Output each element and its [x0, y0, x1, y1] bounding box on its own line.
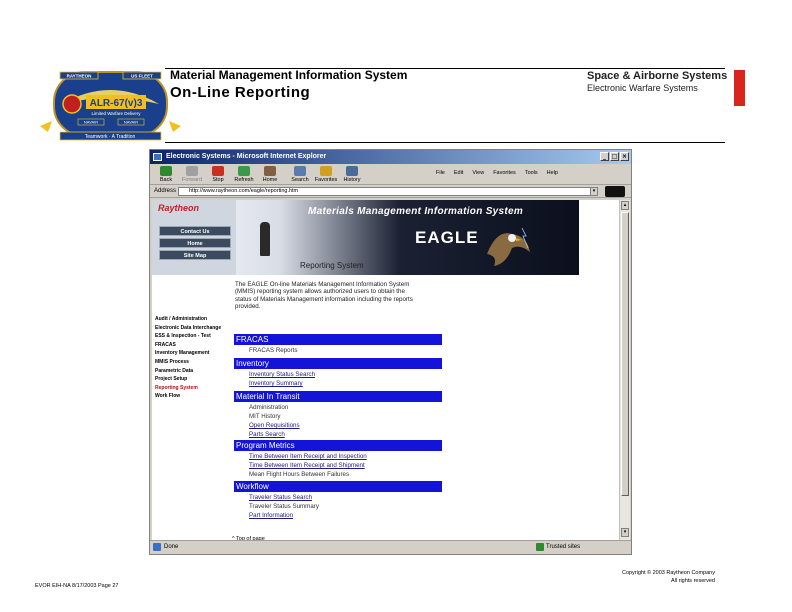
section-program-metrics: Program Metrics [234, 440, 442, 451]
nav-contact-us[interactable]: Contact Us [159, 226, 231, 236]
side-link-inventory[interactable]: Inventory Management [155, 350, 210, 357]
side-link-parametric[interactable]: Parametric Data [155, 367, 194, 374]
link-mean-flight-hours[interactable]: Mean Flight Hours Between Failures [249, 471, 350, 478]
section-material-in-transit: Material In Transit [234, 391, 442, 402]
slide-title: Material Management Information System [170, 68, 408, 82]
status-bar [150, 540, 631, 553]
menu-bar [436, 170, 558, 176]
close-button[interactable]: × [621, 153, 628, 160]
link-inventory-summary[interactable]: Inventory Summary [249, 380, 303, 387]
link-fracas-reports[interactable]: FRACAS Reports [249, 347, 298, 354]
eagle-wordmark: EAGLE [415, 228, 479, 247]
back-arrow-icon [160, 166, 172, 176]
link-traveler-status-search[interactable]: Traveler Status Search [249, 494, 313, 501]
link-mit-history[interactable]: MIT History [249, 413, 281, 420]
footer-rights: All rights reserved [670, 578, 715, 584]
address-input[interactable]: http://www.raytheon.com/eagle/reporting.htm [178, 187, 598, 196]
link-mit-administration[interactable]: Administration [249, 404, 289, 411]
side-link-reporting-system[interactable]: Reporting System [155, 384, 198, 391]
logo-center-text: ALR-67(v)3 [89, 98, 143, 109]
menu-edit[interactable]: Edit [453, 170, 464, 176]
brand-line-1: Space & Airborne Systems [587, 70, 728, 82]
side-link-edi[interactable]: Electronic Data Interchange [155, 324, 222, 331]
search-icon [294, 166, 306, 176]
maximize-button[interactable]: □ [611, 153, 618, 160]
home-button[interactable]: Home [258, 166, 282, 183]
slide-subtitle: On-Line Reporting [170, 84, 311, 101]
link-receipt-shipment[interactable]: Time Between Item Receipt and Shipment [249, 462, 365, 469]
logo-top-right: US FLEET [131, 73, 153, 79]
logo-banner: Teamwork · A Tradition [84, 134, 136, 140]
side-link-mmis-process[interactable]: MMIS Process [155, 358, 189, 365]
history-icon [346, 166, 358, 176]
intro-text: The EAGLE On-line Materials Management Information System (MMIS) reporting system allows authorized users to obtain the status of Materials Management information including the reports provided. [235, 281, 413, 311]
refresh-button[interactable]: Refresh [232, 166, 256, 183]
home-icon [264, 166, 276, 176]
scroll-up-button[interactable]: ▴ [621, 201, 629, 210]
side-link-work-flow[interactable]: Work Flow [155, 393, 181, 400]
stop-icon [212, 166, 224, 176]
menu-tools[interactable]: Tools [524, 170, 538, 176]
side-link-ess[interactable]: ESS & Inspection - Test [155, 333, 211, 340]
logo-bottom-right: NAVAIR [123, 119, 139, 125]
menu-view[interactable]: View [472, 170, 485, 176]
trusted-sites-icon [536, 543, 544, 551]
section-workflow: Workflow [234, 481, 442, 492]
footer-copyright: Copyright © 2003 Raytheon Company [621, 570, 715, 576]
link-inventory-status-search[interactable]: Inventory Status Search [249, 371, 316, 378]
logo-bottom-left: NAVAIR [83, 119, 99, 125]
menu-file[interactable]: File [436, 170, 445, 176]
ie-icon [153, 153, 162, 161]
windows-logo-icon [605, 186, 625, 197]
window-title: Electronic Systems - Microsoft Internet Explorer [166, 153, 327, 160]
favorites-icon [320, 166, 332, 176]
vertical-scrollbar[interactable] [619, 200, 630, 540]
browser-window [149, 149, 632, 555]
footer-page-info: EVOR EIH-NA 8/17/2003 Page 27 [35, 583, 119, 589]
status-zone: Trusted sites [546, 544, 581, 550]
browser-toolbar [150, 164, 631, 185]
link-open-requisitions[interactable]: Open Requisitions [249, 422, 300, 429]
history-button[interactable]: History [340, 166, 364, 183]
section-inventory: Inventory [234, 358, 442, 369]
logo-center-sub: Limited Warfare Delivery [91, 111, 141, 116]
nav-site-map[interactable]: Site Map [159, 250, 231, 260]
side-link-fracas[interactable]: FRACAS [155, 341, 176, 348]
scroll-down-button[interactable]: ▾ [621, 528, 629, 537]
link-part-information[interactable]: Part Information [249, 512, 294, 519]
stop-button[interactable]: Stop [206, 166, 230, 183]
address-dropdown-button[interactable]: ▾ [590, 187, 598, 196]
link-traveler-status-summary[interactable]: Traveler Status Summary [249, 503, 319, 510]
address-bar [150, 185, 631, 198]
minimize-button[interactable]: _ [600, 152, 609, 161]
banner-nav-panel [152, 200, 236, 275]
favorites-button[interactable]: Favorites [314, 166, 338, 183]
banner-title: Materials Management Information System [308, 206, 524, 217]
status-text: Done [164, 544, 179, 550]
brand-red-bar [734, 70, 745, 106]
alr-67-logo [38, 66, 183, 144]
reporting-system-heading: Reporting System [300, 261, 364, 270]
side-link-audit[interactable]: Audit / Administration [155, 316, 208, 322]
menu-help[interactable]: Help [546, 170, 558, 176]
side-link-project-setup[interactable]: Project Setup [155, 376, 188, 383]
person-figure-image [260, 222, 270, 256]
site-banner [152, 200, 579, 275]
back-button[interactable]: Back [154, 166, 178, 183]
brand-line-2: Electronic Warfare Systems [587, 83, 698, 93]
scroll-thumb[interactable] [621, 212, 629, 496]
section-fracas: FRACAS [234, 334, 442, 345]
refresh-icon [238, 166, 250, 176]
header-rule-bottom [165, 142, 725, 143]
link-parts-search[interactable]: Parts Search [249, 431, 285, 438]
menu-favorites[interactable]: Favorites [493, 170, 516, 176]
logo-top-left: RAYTHEON [66, 73, 92, 79]
raytheon-logo: Raytheon [158, 203, 200, 213]
search-button[interactable]: Search [288, 166, 312, 183]
forward-button[interactable]: Forward [180, 166, 204, 183]
forward-arrow-icon [186, 166, 198, 176]
nav-home[interactable]: Home [159, 238, 231, 248]
eagle-image [482, 224, 532, 268]
page-done-icon [153, 543, 161, 551]
address-label: Address [154, 188, 177, 194]
top-of-page-link[interactable]: ^ Top of page [232, 536, 265, 540]
link-receipt-inspection[interactable]: Time Between Item Receipt and Inspection [249, 453, 367, 460]
side-nav [155, 315, 235, 401]
page-content [152, 200, 619, 540]
window-title-bar[interactable] [150, 150, 631, 164]
